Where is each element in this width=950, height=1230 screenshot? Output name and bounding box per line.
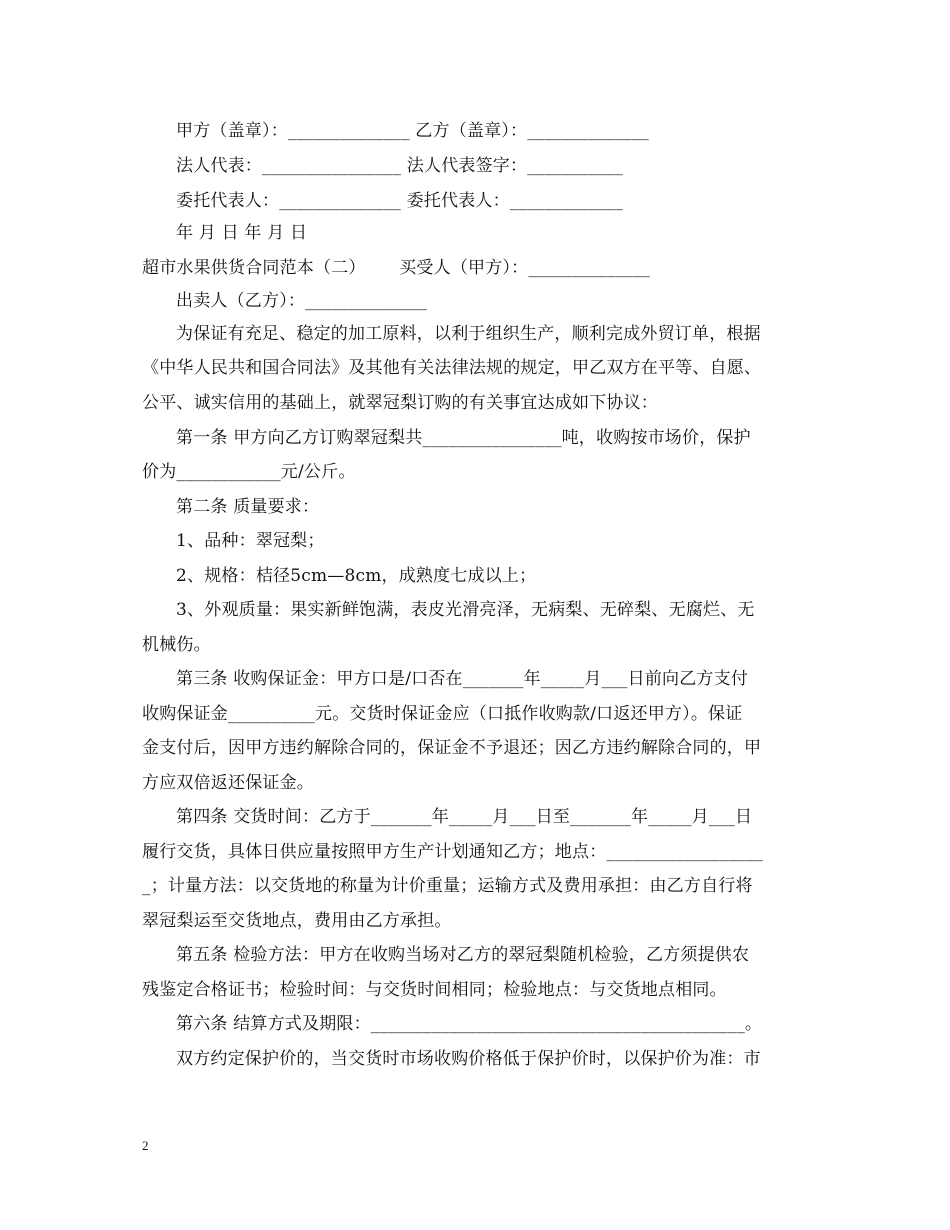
article-1-line-2: 价为____________元/公斤。	[142, 462, 356, 482]
contract-title-buyer-line: 超市水果供货合同范本（二） 买受人（甲方）：______________	[142, 258, 651, 278]
signature-line-party-a-b: 甲方（盖章）：______________ 乙方（盖章）：______________	[176, 121, 650, 141]
article-4-line-3: _；计量方法：以交货地的称量为计价重量；运输方式及费用承担：由乙方自行将	[142, 876, 753, 896]
quality-item-appearance-line-1: 3、外观质量：果实新鲜饱满，表皮光滑亮泽，无病梨、无碎梨、无腐烂、无	[176, 600, 755, 620]
article-3-line-3: 金支付后，因甲方违约解除合同的，保证金不予退还；因乙方违约解除合同的，甲	[142, 738, 762, 758]
article-4-line-4: 翠冠梨运至交货地点，费用由乙方承担。	[142, 911, 452, 931]
article-3-line-4: 方应双倍返还保证金。	[142, 773, 314, 793]
signature-line-legal-representative: 法人代表：________________ 法人代表签字：___________	[176, 156, 623, 176]
preamble-line-1: 为保证有充足、稳定的加工原料，以利于组织生产，顺利完成外贸订单，根据	[176, 324, 761, 344]
article-6-line-1: 第六条 结算方式及期限：___________________________________________。	[176, 1014, 763, 1034]
preamble-line-2: 《中华人民共和国合同法》及其他有关法律法规的规定，甲乙双方在平等、自愿、	[142, 358, 762, 378]
article-4-line-1: 第四条 交货时间：乙方于_______年_____月___日至_______年_____月___日	[176, 807, 753, 827]
article-6-line-2: 双方约定保护价的，当交货时市场收购价格低于保护价时，以保护价为准：市	[176, 1049, 761, 1069]
quality-item-variety: 1、品种：翠冠梨；	[176, 531, 325, 551]
signature-line-authorized-representative: 委托代表人：______________ 委托代表人：_____________	[176, 191, 623, 211]
quality-item-appearance-line-2: 机械伤。	[142, 635, 211, 655]
article-5-line-2: 残鉴定合格证书；检验时间：与交货时间相同；检验地点：与交货地点相同。	[142, 980, 727, 1000]
page-number: 2	[142, 1138, 149, 1153]
preamble-line-3: 公平、诚实信用的基础上，就翠冠梨订购的有关事宜达成如下协议：	[142, 393, 658, 413]
quality-item-specification: 2、规格：桔径5cm—8cm，成熟度七成以上；	[176, 566, 537, 586]
seller-line: 出卖人（乙方）：______________	[176, 291, 427, 311]
date-line: 年 月 日 年 月 日	[176, 223, 308, 243]
article-1-line-1: 第一条 甲方向乙方订购翠冠梨共________________吨，收购按市场价，保护	[176, 428, 751, 448]
article-3-line-2: 收购保证金__________元。交货时保证金应（口抵作收购款/口返还甲方）。保证	[142, 704, 743, 724]
article-4-line-2: 履行交货，具体日供应量按照甲方生产计划通知乙方；地点：__________________	[142, 842, 763, 862]
article-3-line-1: 第三条 收购保证金：甲方口是/口否在_______年_____月___日前向乙方支付	[176, 669, 749, 689]
article-5-line-1: 第五条 检验方法：甲方在收购当场对乙方的翠冠梨随机检验，乙方须提供农	[176, 945, 750, 965]
article-2-title: 第二条 质量要求：	[176, 497, 320, 517]
